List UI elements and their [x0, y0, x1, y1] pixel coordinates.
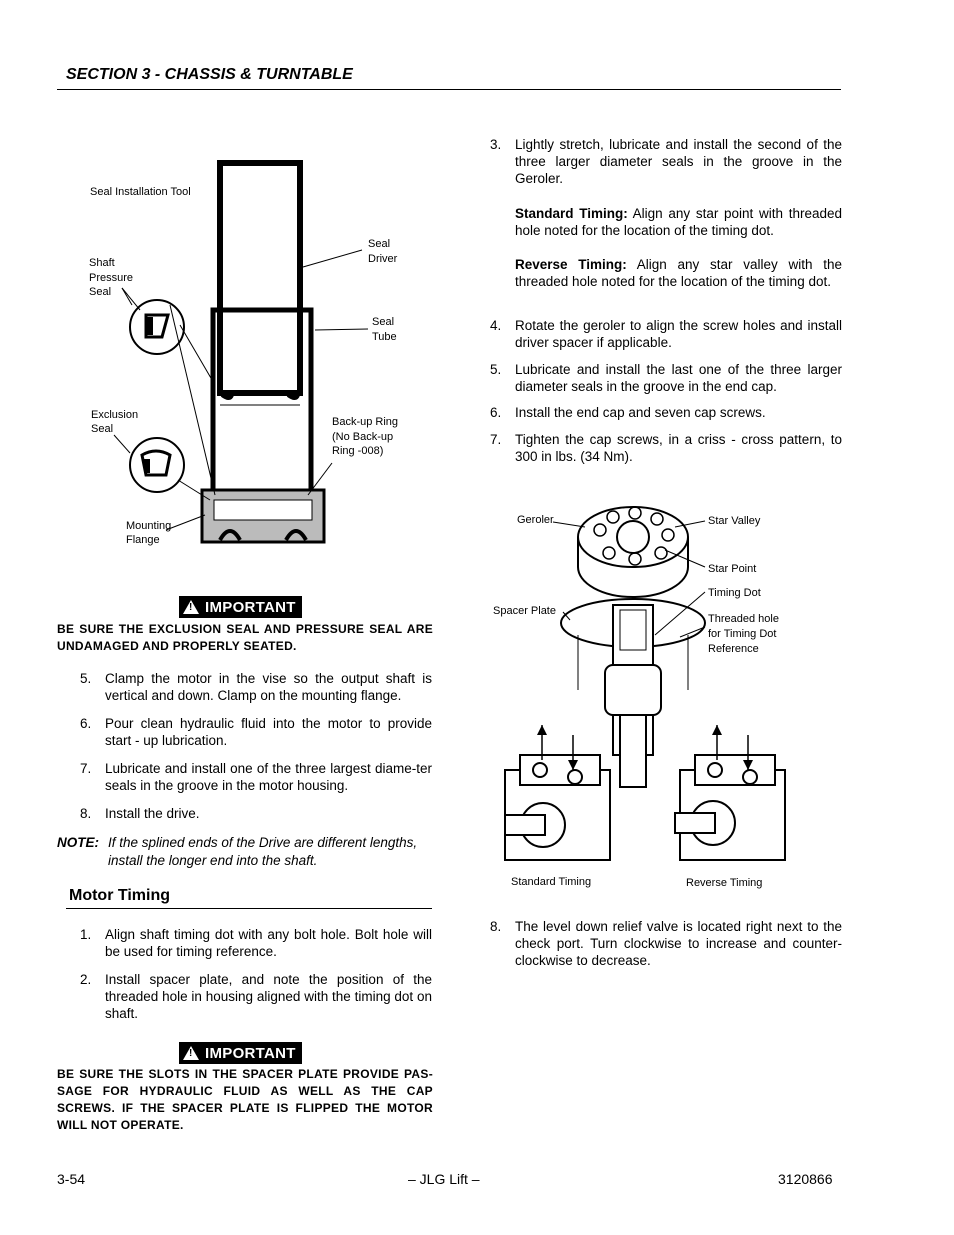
important-warning-text: BE SURE THE SLOTS IN THE SPACER PLATE PROVIDE PAS-SAGE FOR HYDRAULIC FLUID AS WELL AS THE CAP SCREWS. IF THE SPACER PLATE IS FLIPPED THE MOTOR WILL NOT OPERATE.	[57, 1067, 433, 1132]
important-badge-label: IMPORTANT	[205, 1044, 296, 1062]
label-seal-tube-2: Tube	[372, 331, 397, 343]
label-backup-ring-3: Ring -008)	[332, 445, 384, 457]
label-seal-driver-1: Seal	[368, 238, 391, 250]
important-badge	[179, 596, 302, 618]
footer-center: – JLG Lift –	[408, 1171, 480, 1187]
label-timing-dot: Timing Dot	[708, 587, 761, 599]
motor-timing-figure	[485, 485, 845, 895]
label-standard-timing: Standard Timing	[511, 876, 592, 888]
document-number: 3120866	[778, 1171, 833, 1187]
important-badge	[179, 1042, 302, 1064]
note-label: NOTE:	[57, 835, 99, 850]
reverse-timing-paragraph: Reverse Timing: Align any star valley with the threaded hole noted for the location of the timing dot.	[515, 257, 842, 289]
label-threaded-hole-3: Reference	[708, 643, 759, 655]
label-shaft: Shaft	[89, 257, 115, 269]
label-threaded-hole-1: Threaded hole	[708, 613, 779, 625]
label-reverse-timing: Reverse Timing	[686, 877, 763, 889]
label-star-point: Star Point	[708, 563, 757, 575]
label-exclusion-seal: Seal	[91, 423, 114, 435]
label-mounting: Mounting	[126, 520, 172, 532]
label-pressure-seal: Seal	[89, 286, 112, 298]
label-seal-tube-1: Seal	[372, 316, 395, 328]
subsection-rule	[66, 908, 432, 909]
label-seal-driver-2: Driver	[368, 253, 398, 265]
note-text: If the splined ends of the Drive are different lengths, install the longer end into the shaft.	[108, 835, 418, 868]
label-flange: Flange	[126, 534, 160, 546]
label-threaded-hole-2: for Timing Dot	[708, 628, 777, 640]
standard-timing-motor	[505, 725, 610, 860]
important-badge-label: IMPORTANT	[205, 598, 296, 616]
label-backup-ring-1: Back-up Ring	[332, 416, 399, 428]
label-geroler: Geroler	[517, 514, 554, 526]
standard-timing-paragraph: Standard Timing: Align any star point with threaded hole noted for the location of the timing dot.	[515, 206, 842, 238]
warning-icon: !	[183, 600, 199, 614]
standard-timing-label: Standard Timing:	[515, 206, 628, 221]
label-spacer-plate: Spacer Plate	[493, 605, 556, 617]
warning-icon: !	[183, 1046, 199, 1060]
label-seal-installation-tool: Seal Installation Tool	[90, 186, 191, 198]
label-pressure: Pressure	[89, 272, 134, 284]
label-star-valley: Star Valley	[708, 515, 761, 527]
seal-installation-figure	[80, 155, 440, 565]
header-rule	[57, 89, 841, 90]
label-backup-ring-2: (No Back-up	[332, 431, 394, 443]
subsection-title: Motor Timing	[69, 887, 171, 904]
important-warning-text: BE SURE THE EXCLUSION SEAL AND PRESSURE SEAL ARE UNDAMAGED AND PROPERLY SEATED.	[57, 622, 433, 653]
page-number: 3-54	[57, 1171, 86, 1187]
section-header: SECTION 3 - CHASSIS & TURNTABLE	[66, 66, 353, 83]
label-exclusion: Exclusion	[91, 409, 139, 421]
reverse-timing-motor	[675, 725, 785, 860]
reverse-timing-label: Reverse Timing:	[515, 257, 627, 272]
